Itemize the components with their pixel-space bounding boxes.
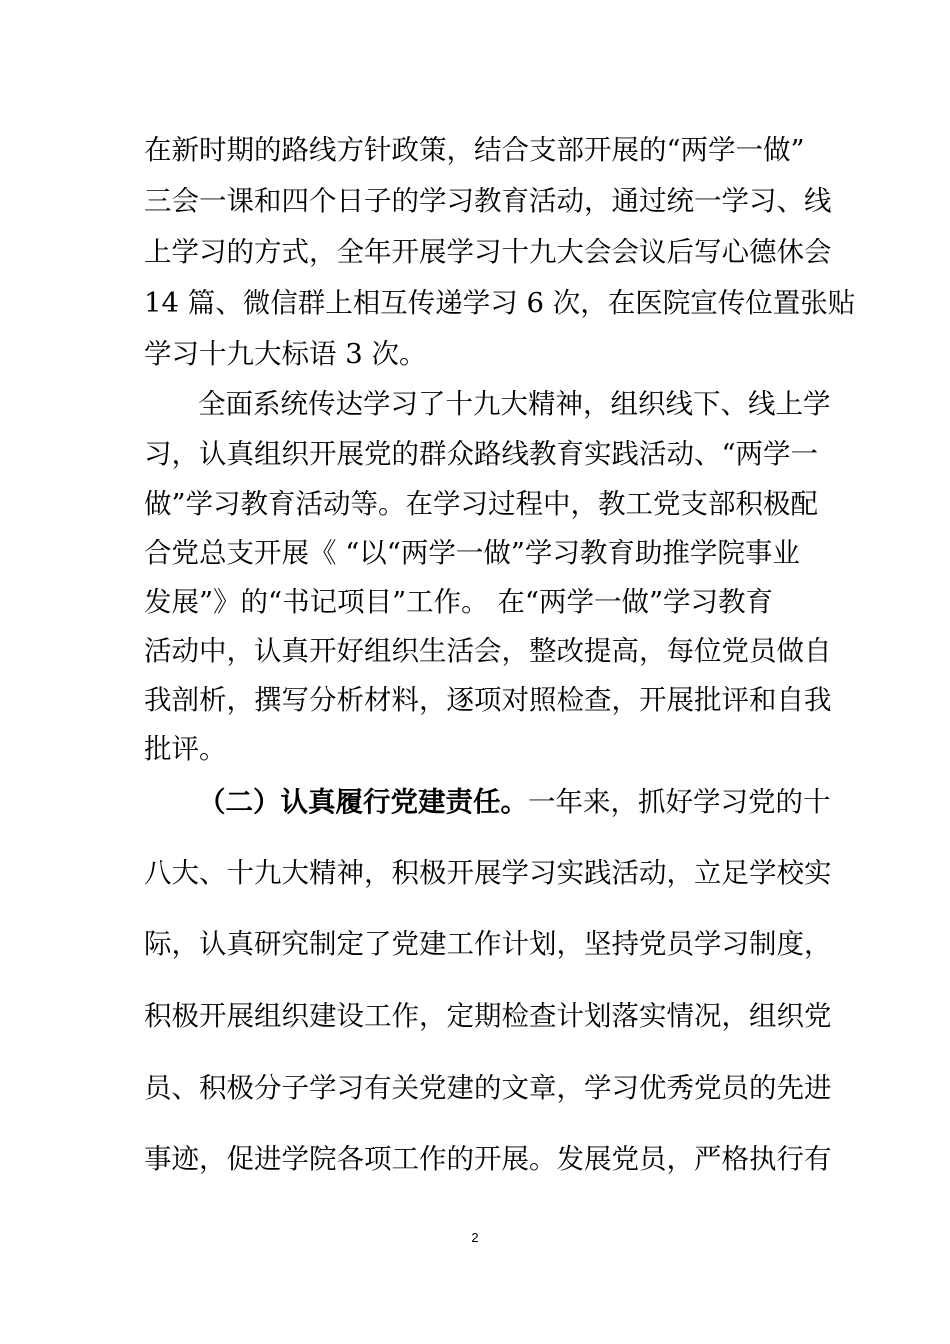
section-heading-line xyxy=(198,786,831,818)
paragraph-line: 积极开展组织建设工作，定期检查计划落实情况，组织党 xyxy=(144,1000,832,1032)
paragraph-line: 员、积极分子学习有关党建的文章，学习优秀党员的先进 xyxy=(144,1072,832,1104)
paragraph-line: 活动中，认真开好组织生活会，整改提高，每位党员做自 xyxy=(144,635,832,667)
paragraph-line: 在新时期的路线方针政策，结合支部开展的“两学一做” xyxy=(144,134,805,166)
paragraph-line: 学习十九大标语 3 次。 xyxy=(144,338,427,370)
paragraph-line: 全面系统传达学习了十九大精神，组织线下、线上学 xyxy=(198,388,831,420)
paragraph-line: 事迹，促进学院各项工作的开展。发展党员，严格执行有 xyxy=(144,1143,832,1175)
paragraph-line: 三会一课和四个日子的学习教育活动，通过统一学习、线 xyxy=(144,185,832,217)
paragraph-line: 做”学习教育活动等。在学习过程中，教工党支部积极配 xyxy=(144,488,819,520)
paragraph-line: 八大、十九大精神，积极开展学习实践活动，立足学校实 xyxy=(144,857,832,889)
paragraph-line: 发展”》的“书记项目”工作。 在“两学一做”学习教育 xyxy=(144,586,774,618)
paragraph-line: 合党总支开展《 “以“两学一做”学习教育助推学院事业 xyxy=(144,537,800,569)
paragraph-line: 习，认真组织开展党的群众路线教育实践活动、“两学一 xyxy=(144,438,819,470)
paragraph-line: 14 篇、微信群上相互传递学习 6 次，在医院宣传位置张贴 xyxy=(144,287,856,319)
paragraph-line: 批评。 xyxy=(144,733,227,765)
section-heading-rest: 一年来，抓好学习党的十 xyxy=(528,786,831,818)
paragraph-line: 我剖析，撰写分析材料，逐项对照检查，开展批评和自我 xyxy=(144,684,832,716)
page-number: 2 xyxy=(471,1230,479,1245)
section-heading: （二）认真履行党建责任。 xyxy=(198,786,528,818)
paragraph-line: 际，认真研究制定了党建工作计划，坚持党员学习制度， xyxy=(144,928,832,960)
paragraph-line: 上学习的方式，全年开展学习十九大会会议后写心德休会 xyxy=(144,236,832,268)
